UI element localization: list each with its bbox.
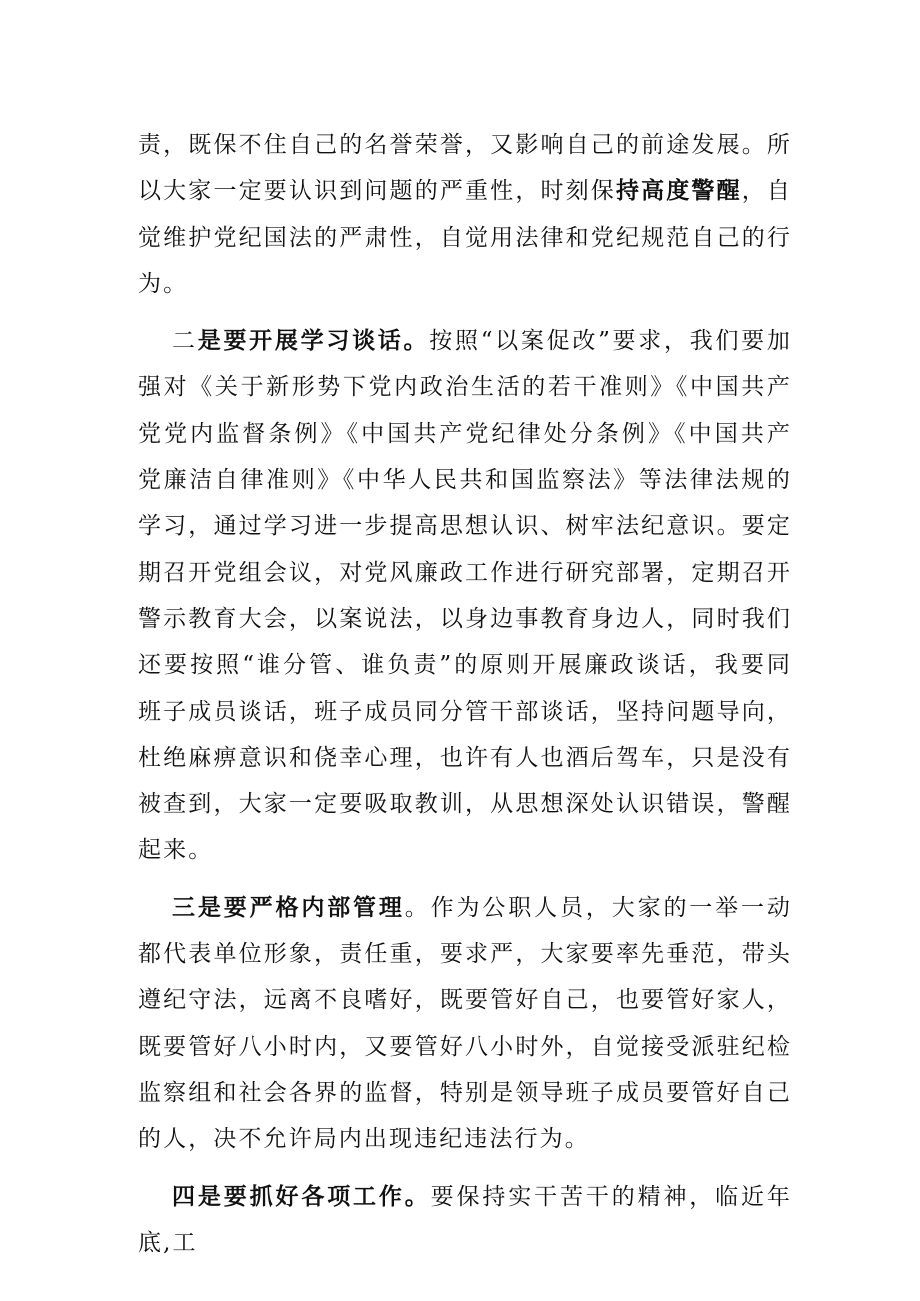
paragraph-4-heading: 四是要抓好各项工作。 [172,1182,431,1210]
paragraph-2-body: 按照“以案促改”要求，我们要加强对《关于新形势下党内政治生活的若干准则》《中国共产党党内监督条例》《中国共产党纪律处分条例》《中国共产党廉洁自律准则》《中华人民共和国监察法》等法律法规的学习，通过学习进一步提高思想认识、树牢法纪意识。要定期召开党组会议，对党风廉政工作进行研究部署，定期召开警示教育大会，以案说法，以身边事教育身边人，同时我们还要按照“谁分管、谁负责”的原则开展廉政谈话，我要同班子成员谈话，班子成员同分管干部谈话，坚持问题导向，杜绝麻痹意识和侥幸心理，也许有人也酒后驾车，只是没有被查到，大家一定要吸取教训，从思想深处认识错误，警醒起来。 [138,328,792,864]
document-page [138,122,792,1266]
paragraph-3 [138,885,792,1163]
paragraph-1 [138,122,792,307]
paragraph-1-text-a: 责，既保不住自己的名誉荣誉，又影响自己的前途发展。所以大家一定要认识到问题的严重性，时刻保 [138,132,792,205]
paragraph-4-body: 要保持实干苦干的精神，临近年底,工 [138,1183,793,1256]
paragraph-2-heading: 是要开展学习谈话。 [197,327,430,355]
paragraph-3-heading: 三是要严格内部管理 [172,893,405,921]
paragraph-2-lead-plain: 二 [172,328,198,355]
paragraph-1-text-b: ，自觉维护党纪国法的严肃性，自觉用法律和党纪规范自己的行为。 [138,178,793,297]
paragraph-3-body: 。作为公职人员，大家的一举一动都代表单位形象，责任重，要求严，大家要率先垂范，带头遵纪守法，远离不良嗜好，既要管好自己，也要管好家人，既要管好八小时内，又要管好八小时外，自觉接受派驻纪检监察组和社会各界的监督，特别是领导班子成员要管好自己的人，决不允许局内出现违纪违法行为。 [138,894,793,1153]
paragraph-4 [138,1174,792,1267]
paragraph-1-bold-phrase: 持高度警醒 [615,177,742,205]
paragraph-2 [138,318,792,874]
